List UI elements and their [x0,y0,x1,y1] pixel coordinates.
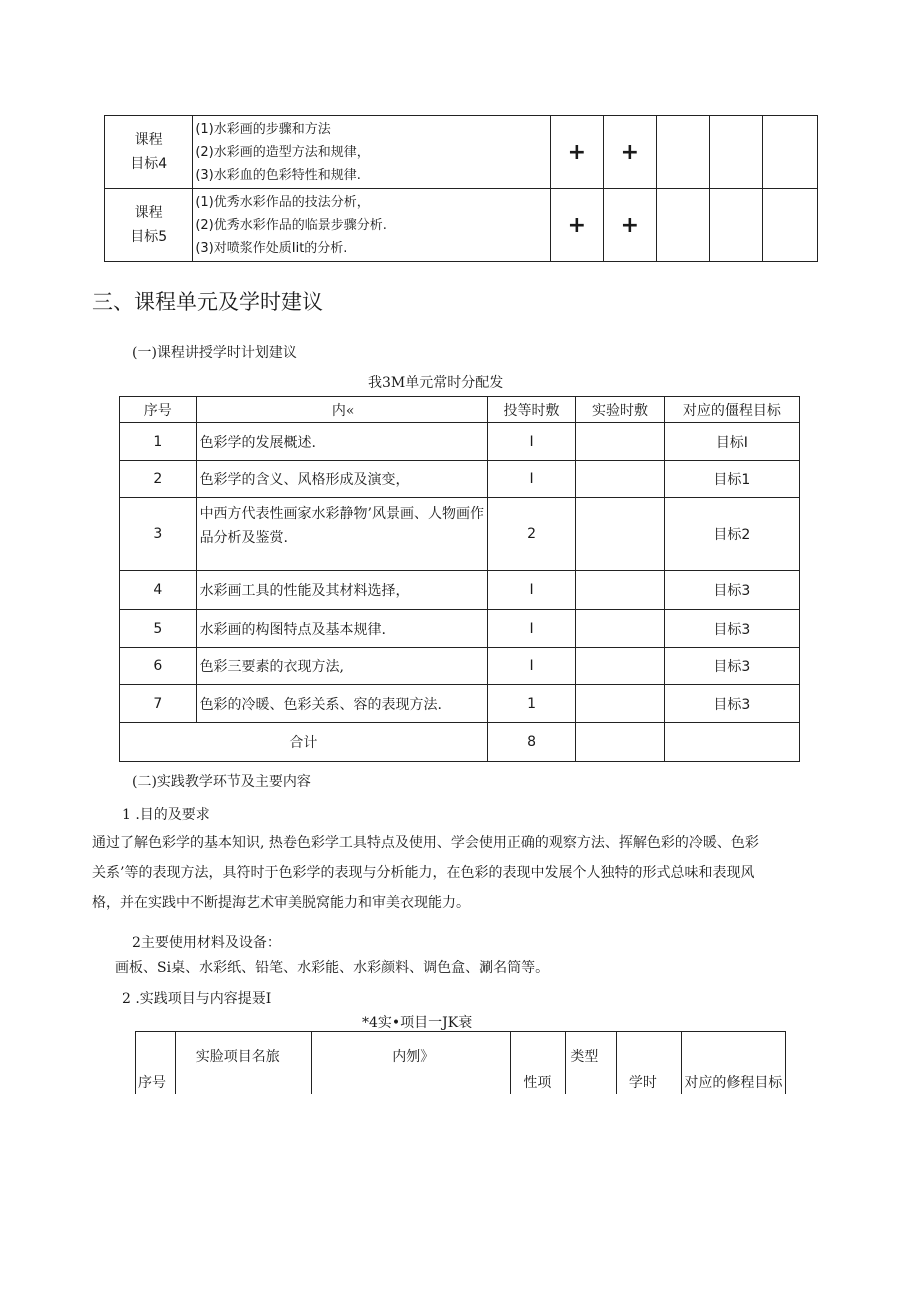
goal-content-line: (2)优秀水彩作品的临景步骤分析. [195,217,387,233]
table-caption: 我3M单元常时分配发 [368,375,504,391]
row-hours: 2 [487,498,575,571]
table-row [120,685,800,723]
table-row [120,461,800,498]
table-caption: *4实•项目一JK衰 [362,1015,473,1031]
row-number: 7 [120,685,197,723]
item-title: 2主要使用材料及设备： [132,935,281,951]
row-content: 色彩的冷暖、色彩关系、容的表现方法. [196,685,487,723]
row-lab-hours [576,610,664,648]
row-goal: 目标3 [664,610,799,648]
practice-projects-table [135,1031,786,1094]
goal-label-line: 课程 [134,132,163,148]
row-lab-hours [576,423,664,461]
column-header: 实脸项目名旅 [175,1032,312,1095]
table-row [120,423,800,461]
paragraph-line: 格，并在实践中不断提海艺术审美脱窝能力和审美衣现能力。 [92,895,470,911]
row-lab-hours [576,498,664,571]
row-number: 5 [120,610,197,648]
row-hours: I [487,423,575,461]
paragraph-line: 关系’等的表现方法，具符时于色彩学的表现与分析能力，在色彩的表现中发展个人独特的形式总味和表现风 [92,865,755,881]
item-title: 1 .目的及要求 [122,807,210,823]
column-header: 类型 [566,1032,617,1095]
column-header: 内« [196,397,487,423]
row-hours: I [487,461,575,498]
row-lab-hours [576,685,664,723]
goal-content [193,116,551,189]
goal-content-line: (1)优秀水彩作品的技法分析， [195,194,370,210]
table-header-row [136,1032,786,1095]
column-header: 学时 [616,1032,682,1095]
support-mark: + [603,116,656,189]
empty-cell [656,189,709,262]
empty-cell [709,116,762,189]
column-header: 内刎》 [312,1032,511,1095]
materials-text: 画板、Si桌、水彩纸、铅笔、水彩能、水彩颜料、调色盒、涮名筒等。 [115,960,550,976]
row-hours: I [487,648,575,685]
empty-cell [664,723,799,762]
column-header: 投等时敷 [487,397,575,423]
goal-label-line: 目标4 [130,156,168,172]
row-goal: 目标3 [664,648,799,685]
subsection-title: (二)实践教学环节及主要内容 [132,774,311,790]
table-total-row [120,723,800,762]
table-row [120,648,800,685]
row-number: 3 [120,498,197,571]
empty-cell [762,189,817,262]
row-goal: 目标3 [664,571,799,610]
goal-content-line: (3)水彩血的色彩特性和规律. [195,167,361,183]
row-goal: 目标1 [664,461,799,498]
table-header-row [120,397,800,423]
column-header: 实验时敷 [576,397,664,423]
row-hours: 1 [487,685,575,723]
empty-cell [656,116,709,189]
subsection-title: (一)课程讲授学时计划建议 [132,345,297,361]
table-row [105,116,818,189]
column-header: 序号 [136,1032,176,1095]
row-lab-hours [576,571,664,610]
row-lab-hours [576,461,664,498]
row-number: 4 [120,571,197,610]
row-hours: I [487,571,575,610]
row-goal: 目标3 [664,685,799,723]
hours-allocation-table [119,396,800,762]
row-lab-hours [576,648,664,685]
support-mark: + [550,116,603,189]
empty-cell [576,723,664,762]
section-heading: 三、课程单元及学时建议 [92,290,323,314]
column-header: 性项 [511,1032,566,1095]
course-goals-table [104,115,818,262]
empty-cell [762,116,817,189]
table-row [105,189,818,262]
row-content: 色彩学的发展概述. [196,423,487,461]
table-row [120,498,800,571]
column-header: 对应的僵程目标 [664,397,799,423]
goal-label-line: 目标5 [130,229,168,245]
support-mark: + [550,189,603,262]
row-number: 1 [120,423,197,461]
row-content: 色彩学的含义、风格形成及演变， [196,461,487,498]
row-number: 2 [120,461,197,498]
row-goal: 目标2 [664,498,799,571]
goal-content-line: (2)水彩画的造型方法和规律， [195,144,370,160]
purpose-paragraph [92,828,832,918]
total-hours: 8 [487,723,575,762]
table-row [120,571,800,610]
column-header: 序号 [120,397,197,423]
row-content: 中西方代表性画家水彩静物’风景画、人物画作品分析及鉴赏. [196,498,487,571]
row-content: 色彩三要素的衣现方法, [196,648,487,685]
row-number: 6 [120,648,197,685]
row-goal: 目标I [664,423,799,461]
goal-content-line: (3)对喷浆作处质Iit的分析. [195,240,348,256]
total-label: 合计 [120,723,488,762]
goal-label [105,116,193,189]
table-row [120,610,800,648]
paragraph-line: 通过了解色彩学的基本知识, 热卷色彩学工具特点及使用、学会使用正确的观察方法、挥解色彩的冷暖、色彩 [92,835,759,851]
row-hours: I [487,610,575,648]
goal-content-line: (1)水彩画的步骤和方法 [195,121,331,137]
empty-cell [709,189,762,262]
goal-label [105,189,193,262]
support-mark: + [603,189,656,262]
row-content: 水彩画工具的性能及其材料选择， [196,571,487,610]
goal-content [193,189,551,262]
item-title: 2 .实践项目与内容提聂I [122,991,272,1007]
row-content: 水彩画的构图特点及基本规律. [196,610,487,648]
column-header: 对应的修程目标 [682,1032,786,1095]
goal-label-line: 课程 [134,205,163,221]
